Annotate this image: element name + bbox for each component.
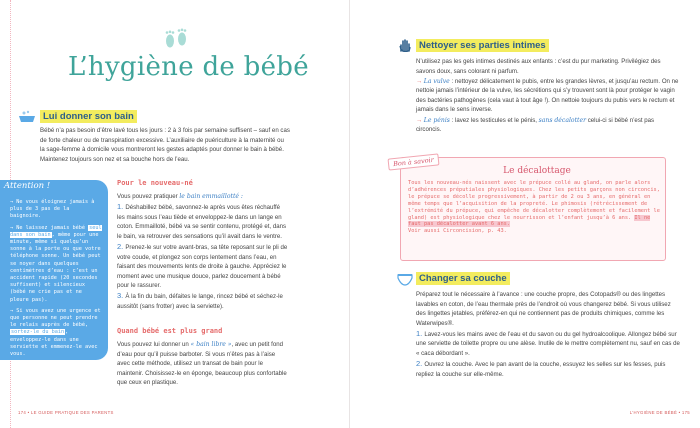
section-bath-heading: Lui donner son bain bbox=[40, 111, 137, 122]
grown-body: Vous pouvez lui donner un « bain libre », avec un petit fond d’eau pour qu’il puisse barboter. Si vous n’êtes pas à l’aise avec cette méthode, utilisez un transat de bain pour le maintenir. Choisissez-le en éponge, beaucoup plus confortable que ceux en plastique. bbox=[117, 341, 287, 387]
intimate-intro: N’utilisez pas les gels intimes destinés aux enfants : c’est du pur marketing. Privilégiez des savons doux, sans colorant ni parfum. bbox=[416, 58, 661, 75]
page-title: L’hygiène de bébé bbox=[68, 52, 309, 82]
page-number: 174 bbox=[18, 410, 27, 415]
right-footer bbox=[630, 410, 690, 415]
intimate-vulve: → La vulve : nettoyez délicatement le pubis, entre les grandes lèvres, et jusqu’au rectum. On ne nettoie jamais l’intérieur de la vulve, les sécrétions qui s’y trouvent sont là pour protéger le vagin des bactéries pathogènes (cela vaut à tout âge !). On nettoie toujours du pubis vers le rectum et jamais dans le sens inverse. bbox=[416, 77, 679, 114]
grown-heading: Quand bébé est plus grand bbox=[117, 327, 223, 335]
attention-body bbox=[10, 199, 102, 362]
bon-a-savoir-tag: Bon à savoir bbox=[388, 153, 440, 170]
book-title: • LE GUIDE PRATIQUE DES PARENTS bbox=[27, 410, 114, 415]
diaper-step-2: 2. Ouvrez la couche. Avec le pan avant de la couche, essuyez les selles sur les fesses, puis repliez la couche sur elle-même. bbox=[416, 359, 666, 378]
hand-icon bbox=[396, 38, 414, 52]
newborn-step-2: 2. Prenez-le sur votre avant-bras, sa tête reposant sur le pli de votre coude, et plongez son corps lentement dans l’eau, en faisant des mouvements lents de droite à gauche. Appréciez le moment avec une musique douce, parlez doucement à bébé pour le rassurer. bbox=[117, 241, 288, 290]
right-page bbox=[350, 0, 700, 428]
diaper-intro: Préparez tout le nécessaire à l’avance : une couche propre, des Cotopads® ou des lingettes lavables en coton, de l’eau thermale près de l’endroit où vous changerez bébé. Si vous utilisez des lingettes jetables, préférez-en qui ne contiennent pas de produits chimiques, comme les Waterwipes®. bbox=[416, 291, 671, 327]
attention-point-1: → Ne vous éloignez jamais à plus de 3 pas de la baignoire. bbox=[10, 199, 95, 220]
newborn-step-1: 1. Déshabillez bébé, savonnez-le après vous êtes réchauffé les mains sous l’eau tiède et enveloppez-le dans un lange en coton. Emmailloté, bébé va se sentir contenu, protégé et, dans le bain, va retrouver des sensations qu’il avait dans le ventre. bbox=[117, 202, 287, 240]
section-intimate-body bbox=[416, 57, 681, 135]
section-bath-intro: Bébé n’a pas besoin d’être lavé tous les jours : 2 à 3 fois par semaine suffisent – sauf en cas de forte chaleur ou de transpiration excessive. L’auxiliaire de puériculture à la maternité ou la sage-femme à domicile vous montreront les gestes adaptés pour donner le bain à bébé. Maintenez toujours son nez et sa bouche hors de l’eau. bbox=[40, 127, 290, 163]
chapter-title: L’HYGIÈNE DE BÉBÉ • bbox=[629, 410, 681, 415]
newborn-step-3: 3. À la fin du bain, défaites le lange, rincez bébé et séchez-le aussitôt (sans frotter) avec la serviette). bbox=[117, 291, 283, 311]
attention-point-3: → Si vous avez une urgence et que personne ne peut prendre le relais auprès de bébé, sortez-le du bain, enveloppez-le dans une serviette et emmenez-le avec vous. bbox=[10, 307, 101, 358]
attention-title: Attention ! bbox=[4, 181, 51, 191]
newborn-body bbox=[117, 192, 289, 312]
decalottage-title: Le décalottage bbox=[503, 166, 571, 176]
attention-point-2: → Ne laissez jamais bébé seul dans son bain, même pour une minute, même si quelqu’un sonne à la porte ou que votre téléphone sonne. Un bébé peut se noyer dans quelques centimètres d’eau : c’est un accident rapide (20 secondes suffisent) et silencieux (bébé ne crie pas et ne pleure pas). bbox=[10, 224, 102, 303]
section-diaper-heading: Changer sa couche bbox=[416, 273, 510, 284]
diaper-step-1: 1. Lavez-vous les mains avec de l’eau et du savon ou du gel hydroalcoolique. Allongez bébé sur une serviette de toilette propre ou une alèse. Inutile de le mettre complètement nu, sauf en cas de « caca débordant ». bbox=[416, 328, 680, 358]
newborn-lead: Vous pouvez pratiquer le bain emmaillotté : bbox=[117, 193, 243, 200]
decalottage-body: Tous les nouveau-nés naissent avec le prépuce collé au gland, on parle alors d’adhérences préputiales physiologiques. Chez les petits garçons non circoncis, le prépuce se décolle progressivement, à partir de 2 ou 3 ans, en général en même temps que l’acquisition de la propreté. Le phimosis (rétrécissement de l’extrémité du prépuce, qui empêche de décalotter complètement et facilement le gland) est physiologique chez le nourrisson et l’enfant jusqu’à 6 ans. Il ne faut pas décalotter avant 6 ans. Voir aussi Circoncision, p. 43. bbox=[408, 180, 660, 235]
intimate-penis: → Le pénis : lavez les testicules et le pénis, sans décalotter celui-ci si bébé n’est pas circoncis. bbox=[416, 116, 655, 134]
page-number-right: 175 bbox=[681, 410, 690, 415]
bathtub-icon bbox=[18, 110, 36, 124]
newborn-heading: Pour le nouveau-né bbox=[117, 179, 193, 187]
diaper-icon bbox=[396, 272, 414, 286]
section-diaper-body bbox=[416, 290, 681, 380]
left-footer bbox=[18, 410, 114, 415]
section-intimate-heading: Nettoyer ses parties intimes bbox=[416, 40, 549, 51]
baby-feet-icon bbox=[162, 28, 190, 50]
decalottage-ref: Voir aussi Circoncision, p. 43. bbox=[408, 228, 507, 235]
